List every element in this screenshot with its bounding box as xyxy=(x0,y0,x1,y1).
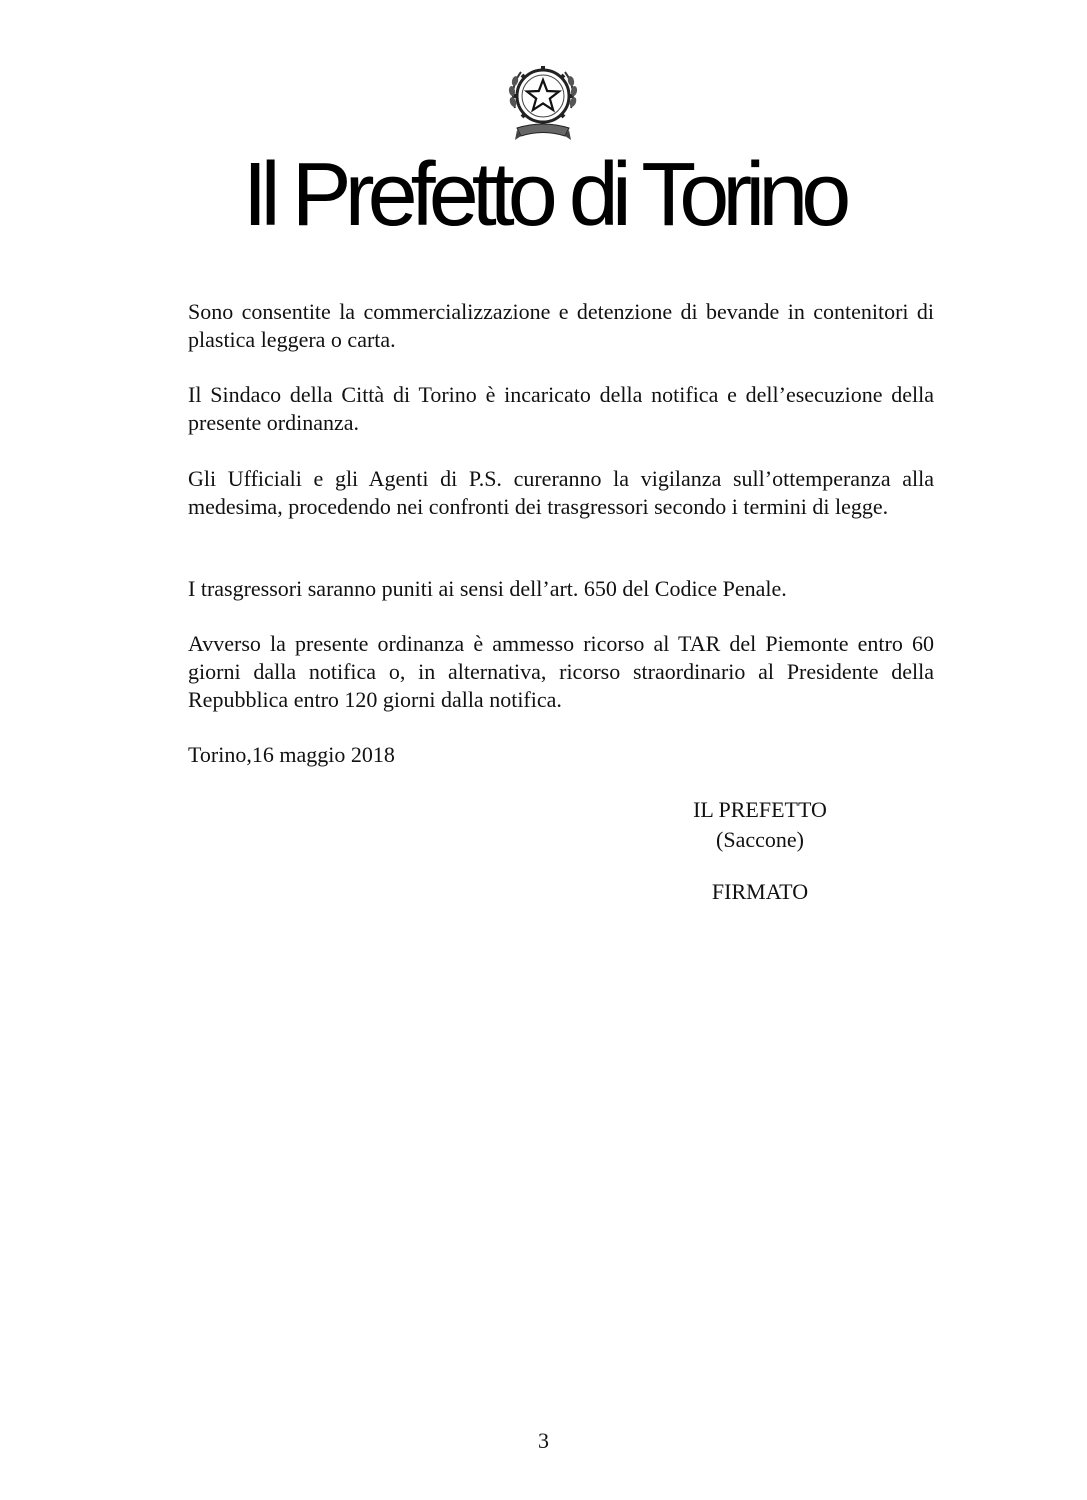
republic-emblem-icon xyxy=(505,58,581,144)
signature-status: FIRMATO xyxy=(711,879,809,904)
paragraph-ricorso: Avverso la presente ordinanza è ammesso ricorso al TAR del Piemonte entro 60 giorni dalla notifica o, in alternativa, ricorso straordinario al Presidente della Repubblica entro 120 giorni dalla notifica. xyxy=(188,631,934,712)
paragraph-vigilanza: Gli Ufficiali e gli Agenti di P.S. cureranno la vigilanza sull’ottemperanza alla medesima, procedendo nei confronti dei trasgressori secondo i termini di legge. xyxy=(188,466,934,519)
paragraph-sindaco: Il Sindaco della Città di Torino è incaricato della notifica e dell’esecuzione della presente ordinanza. xyxy=(188,382,934,435)
header-title: Il Prefetto di Torino xyxy=(242,145,845,245)
paragraph-commercializzazione: Sono consentite la commercializzazione e detenzione di bevande in contenitori di plastica leggera o carta. xyxy=(188,299,934,352)
signature-block xyxy=(650,795,870,907)
paragraph-sanzioni: I trasgressori saranno puniti ai sensi dell’art. 650 del Codice Penale. xyxy=(188,576,787,601)
signature-title: IL PREFETTO xyxy=(693,797,827,822)
page-number: 3 xyxy=(538,1428,549,1453)
signature-name: (Saccone) xyxy=(716,827,804,852)
document-date: Torino,16 maggio 2018 xyxy=(188,742,395,767)
